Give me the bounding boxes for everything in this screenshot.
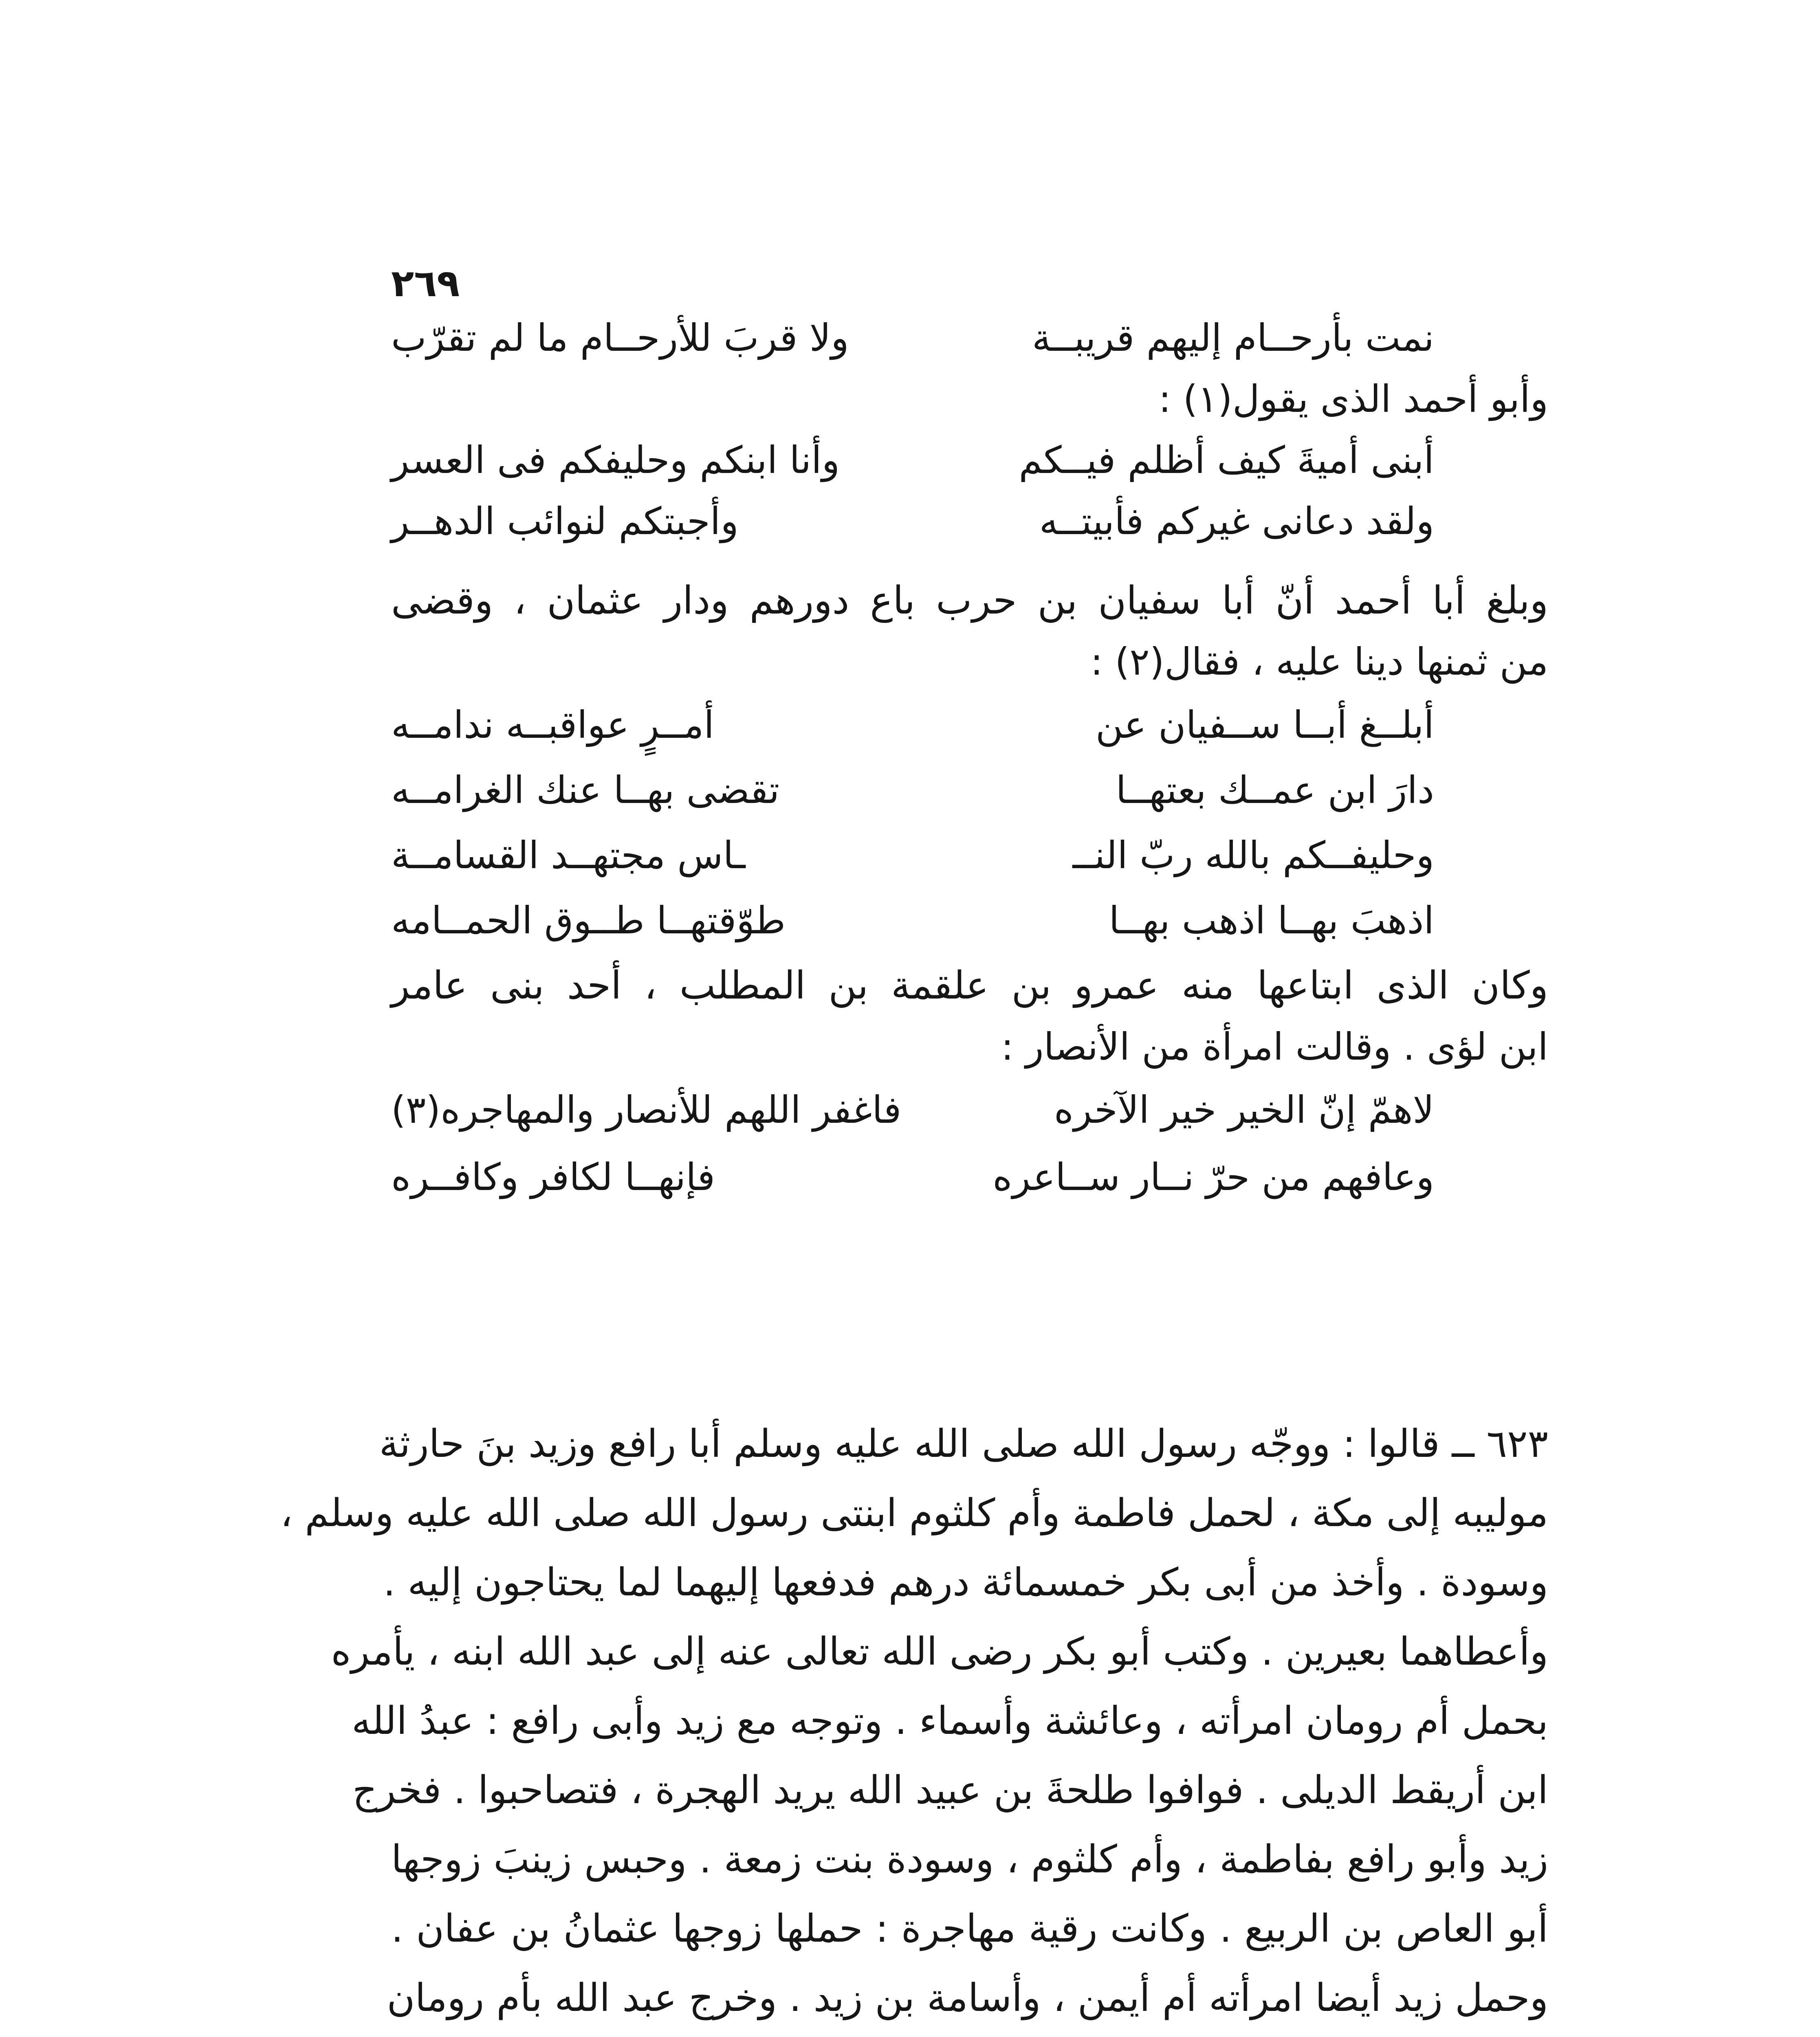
verse-first-hemistich: نمت بأرحــام إليهم قريبــة	[1032, 316, 1434, 360]
prose-line: وكان الذى ابتاعها منه عمرو بن علقمة بن المطلب ، أحد بنى عامر	[391, 964, 1548, 1008]
paragraph-line: وسودة . وأخذ من أبى بكر خمسمائة درهم فدفعها إليهما لما يحتاجون إليه .	[383, 1560, 1548, 1605]
verse-line	[391, 430, 1434, 491]
verse-intro: وأبو أحمد الذى يقول(١) :	[1158, 377, 1548, 421]
prose-line: وبلغ أبا أحمد أنّ أبا سفيان بن حرب باع دورهم ودار عثمان ، وقضى	[391, 579, 1548, 623]
verse-second-hemistich: طوّقتهــا طــوق الحمــامه	[391, 899, 786, 942]
paragraph-line: ابن أريقط الديلى . فوافوا طلحةَ بن عبيد الله يريد الهجرة ، فتصاحبوا . فخرج	[352, 1768, 1548, 1813]
prose-line: من ثمنها دينا عليه ، فقال(٢) :	[1090, 640, 1548, 684]
verse-first-hemistich: اذهبَ بهــا اذهب بهــا	[1109, 899, 1434, 942]
verse-first-hemistich: دارَ ابن عمــك بعتهــا	[1116, 768, 1434, 812]
verse-first-hemistich: وحليفــكم بالله ربّ النــ	[1072, 834, 1434, 877]
verse-first-hemistich: لاهمّ إنّ الخير خير الآخره	[1054, 1088, 1434, 1132]
verse-second-hemistich: تقضى بهــا عنك الغرامــه	[391, 768, 780, 812]
verse-second-hemistich: فإنهــا لكافر وكافــره	[391, 1155, 715, 1199]
verse-line	[391, 1147, 1434, 1208]
verse-line	[391, 491, 1434, 552]
verse-second-hemistich: فاغفر اللهم للأنصار والمهاجره(٣)	[391, 1088, 902, 1132]
verse-second-hemistich: أمــرٍ عواقبــه ندامــه	[391, 703, 714, 747]
page-number: ٢٦٩	[391, 262, 460, 305]
paragraph-line: ٦٢٣ ــ قالوا : ووجّه رسول الله صلى الله عليه وسلم أبا رافع وزيد بنَ حارثة	[379, 1422, 1548, 1466]
verse-second-hemistich: ولا قربَ للأرحــام ما لم تقرّب	[391, 316, 849, 360]
verse-first-hemistich: أبنى أميةَ كيف أظلم فيــكم	[1019, 438, 1434, 482]
verse-line	[391, 308, 1434, 369]
paragraph-line: بحمل أم رومان امرأته ، وعائشة وأسماء . وتوجه مع زيد وأبى رافع : عبدُ الله	[351, 1699, 1548, 1743]
verse-line	[391, 760, 1434, 821]
paragraph-line: وأعطاهما بعيرين . وكتب أبو بكر رضى الله تعالى عنه إلى عبد الله ابنه ، يأمره	[331, 1630, 1548, 1674]
prose-line: ابن لؤى . وقالت امرأة من الأنصار :	[1001, 1025, 1548, 1069]
paragraph-line: أبو العاص بن الربيع . وكانت رقية مهاجرة : حملها زوجها عثمانُ بن عفان .	[391, 1907, 1548, 1951]
paragraph-line: موليبه إلى مكة ، لحمل فاطمة وأم كلثوم ابنتى رسول الله صلى الله عليه وسلم ،	[280, 1491, 1548, 1535]
paragraph-line: وحمل زيد أيضا امرأته أم أيمن ، وأسامة بن زيد . وخرج عبد الله بأم رومان	[387, 1976, 1548, 2020]
verse-line	[391, 825, 1434, 886]
verse-first-hemistich: وعافهم من حرّ نــار ســاعره	[993, 1155, 1434, 1199]
verse-second-hemistich: وأنا ابنكم وحليفكم فى العسر	[391, 438, 840, 482]
verse-first-hemistich: أبلــغ أبــا ســفيان عن	[1095, 703, 1434, 747]
verse-first-hemistich: ولقد دعانى غيركم فأبيتــه	[1039, 499, 1434, 543]
paragraph-line: زيد وأبو رافع بفاطمة ، وأم كلثوم ، وسودة بنت زمعة . وحبس زينبَ زوجها	[391, 1837, 1548, 1882]
verse-second-hemistich: ـاس مجتهــد القسامــة	[391, 834, 746, 877]
verse-line	[391, 695, 1434, 756]
verse-second-hemistich: وأجبتكم لنوائب الدهــر	[391, 499, 739, 543]
verse-line	[391, 1080, 1434, 1141]
verse-line	[391, 890, 1434, 951]
